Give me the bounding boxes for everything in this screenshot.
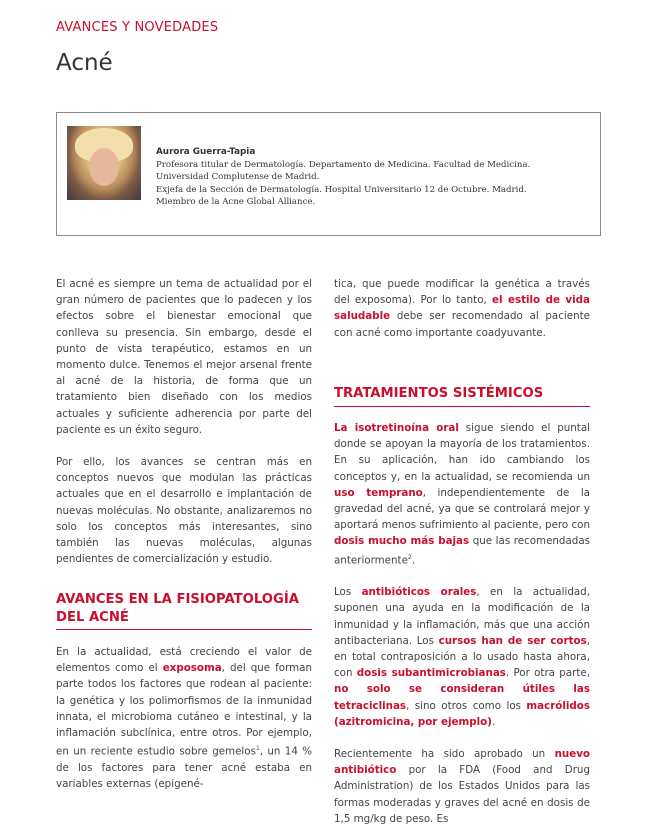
author-affiliation-line: Profesora titular de Dermatología. Departamento de Medicina. Facultad de Medicina. — [156, 160, 531, 171]
paragraph: La isotretinoína oral sigue siendo el puntal donde se apoyan la mayoría de los tratamientos. En su aplicación, han ido cambiando los conceptos y, en la actualidad, se recomienda un uso temprano, independientemente de la gravedad del acné, ya que se controlará mejor y aportará menos sufrimiento al paciente, pero con dosis mucho más bajas que las recomendadas anteriormente$^2$. — [334, 422, 590, 567]
left-column-continued — [56, 644, 312, 792]
paragraph: Los antibióticos orales, en la actualidad, suponen una ayuda en la modificación de la inmunidad y la inflamación, más que una acción antibacteriana. Los cursos han de ser cortos, en total contraposición a lo usado hasta ahora, con dosis subantimicrobianas. Por otra parte, no solo se consideran útiles las tetraciclinas, sino otros como los macrólidos (azitromicina, por ejemplo). — [334, 586, 590, 728]
author-affiliation-line: Exjefa de la Sección de Dermatología. Hospital Universitario 12 de Octubre. Madrid. — [156, 184, 527, 195]
author-affiliation-line: Miembro de la Acne Global Alliance. — [156, 196, 316, 207]
paragraph: tica, que puede modificar la genética a través del exposoma). Por lo tanto, el estilo de vida saludable debe ser recomendado al paciente con acné como importante coadyuvante. — [334, 278, 590, 339]
author-box — [56, 112, 601, 236]
paragraph: Por ello, los avances se centran más en conceptos nuevos que modulan las prácticas actuales que en el desarrollo e implantación de nuevas moléculas. No obstante, analizaremos no solo los conceptos más interesantes, sino también las nuevas moléculas, algunas pendientes de comercialización y estudio. — [56, 456, 312, 566]
left-column — [56, 276, 312, 567]
paragraph: Recientemente ha sido aprobado un nuevo antibiótico por la FDA (Food and Drug Administration) de los Estados Unidos para las formas moderadas y graves del acné en dosis de 1,5 mg/kg de peso. Es — [334, 748, 590, 825]
right-column — [334, 276, 590, 341]
right-column-continued — [334, 420, 590, 827]
author-photo — [67, 126, 141, 200]
section-label: AVANCES Y NOVEDADES — [56, 20, 219, 35]
page-title: Acné — [56, 50, 113, 76]
paragraph: El acné es siempre un tema de actualidad por el gran número de pacientes que lo padecen y los efectos sobre el bienestar emocional que conlleva su presencia. Sin embargo, desde el punto de vista terapéutico, estamos en un momento dulce. Tenemos el mejor arsenal frente al acné de la historia, de forma que un tratamiento bien diseñado con los medios actuales y suficiente adherencia por parte del paciente es un éxito seguro. — [56, 278, 312, 436]
paragraph: En la actualidad, está creciendo el valor de elementos como el exposoma, del que forman parte todos los factores que rodean al paciente: la genética y los polimorfismos de la inmunidad innata, el microbioma cutáneo e intestinal, y la inflamación subclínica, entre otros. Por ejemplo, en un reciente estudio sobre gemelos$^1$, un 14 % de los factores para tener acné estaba en variables externas (epigené- — [56, 646, 312, 791]
section-heading: TRATAMIENTOS SISTÉMICOS — [334, 385, 590, 407]
author-affiliation-line: Universidad Complutense de Madrid. — [156, 172, 320, 183]
author-info — [156, 146, 586, 208]
author-name: Aurora Guerra-Tapia — [156, 147, 256, 157]
section-heading: AVANCES EN LA FISIOPATOLOGÍA DEL ACNÉ — [56, 591, 312, 630]
